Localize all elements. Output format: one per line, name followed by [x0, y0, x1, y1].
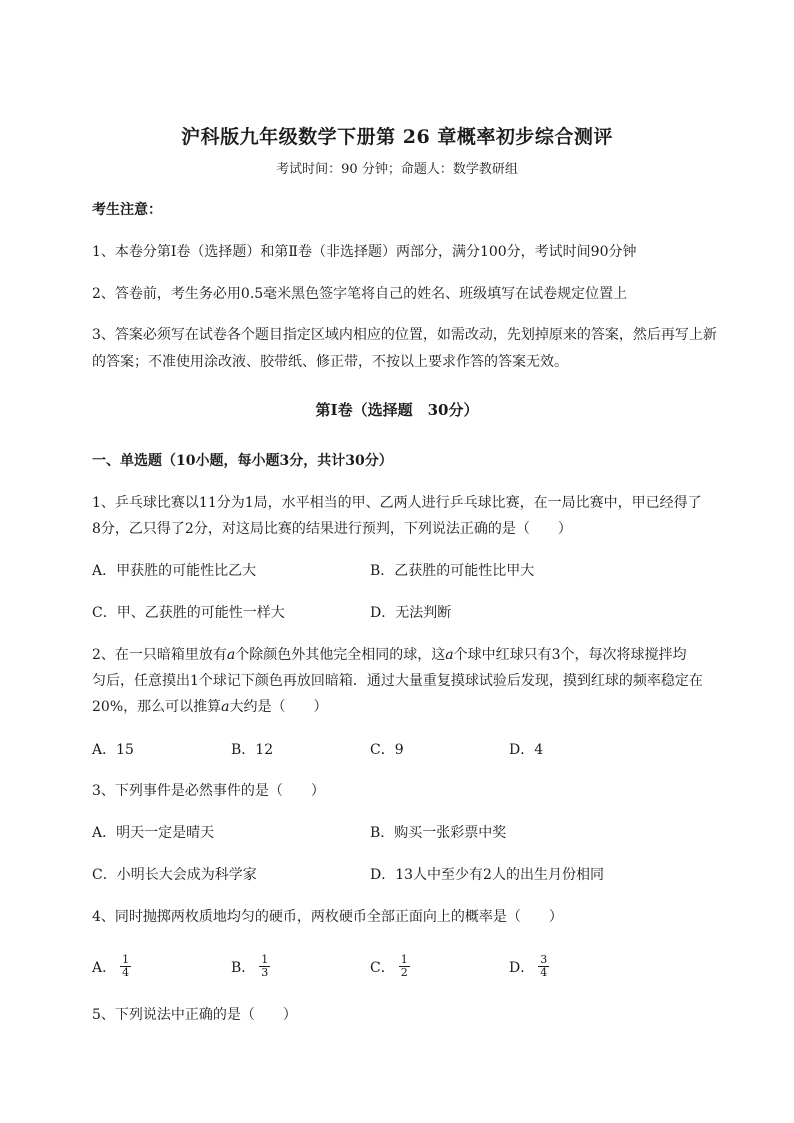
- q2-option-c: C．9: [370, 742, 404, 758]
- q4-option-b-fraction: [259, 954, 270, 979]
- q4-option-d-fraction: [538, 954, 549, 979]
- q4-option-c-denominator: 2: [400, 966, 408, 979]
- q2-stem-line-1: [92, 645, 687, 665]
- q1-stem-line-2: 8分，乙只得了2分，对这局比赛的结果进行预判，下列说法正确的是（ ）: [92, 521, 572, 537]
- q4-stem: 4、同时抛掷两枚质地均匀的硬币，两枚硬币全部正面向上的概率是（ ）: [92, 909, 563, 925]
- q3-option-a: A．明天一定是晴天: [92, 825, 215, 841]
- q2-line3-part-a: 20%，那么可以推算: [92, 699, 222, 715]
- q4-option-b: [231, 955, 270, 980]
- q1-option-a: A．甲获胜的可能性比乙大: [92, 563, 257, 579]
- q2-stem-line-2: 匀后，任意摸出1个球记下颜色再放回暗箱．通过大量重复摸球试验后发现，摸到红球的频率稳定在: [92, 673, 703, 689]
- q4-option-a-numerator: 1: [122, 953, 130, 966]
- notice-item-2: 2、答卷前，考生务必用0.5毫米黑色签字笔将自己的姓名、班级填写在试卷规定位置上: [92, 286, 628, 302]
- q4-option-d: [509, 955, 549, 980]
- q4-option-b-numerator: 1: [261, 953, 269, 966]
- section-title: 第Ⅰ卷（选择题 30分）: [315, 401, 479, 419]
- q1-stem-line-1: 1、乒乓球比赛以11分为1局，水平相当的甲、乙两人进行乒乓球比赛，在一局比赛中，甲已经得了: [92, 495, 702, 511]
- q4-option-d-denominator: 4: [540, 966, 548, 979]
- notice-heading: 考生注意：: [92, 202, 162, 218]
- page-title: 沪科版九年级数学下册第 26 章概率初步综合测评: [181, 126, 613, 148]
- q2-variable-a: a: [226, 647, 236, 663]
- notice-item-1: 1、本卷分第Ⅰ卷（选择题）和第Ⅱ卷（非选择题）两部分，满分100分，考试时间90分钟: [92, 244, 637, 260]
- q4-option-a-label: A．: [92, 959, 117, 976]
- q3-option-d: D．13人中至少有2人的出生月份相同: [370, 867, 604, 883]
- q4-option-c-fraction: [399, 954, 410, 979]
- q4-option-a-fraction: [120, 954, 131, 979]
- notice-item-3-line-2: 的答案；不准使用涂改液、胶带纸、修正带，不按以上要求作答的答案无效。: [92, 354, 568, 370]
- q4-option-b-label: B．: [231, 959, 256, 976]
- q4-option-c: [370, 955, 410, 980]
- q2-line1-part-a: 2、在一只暗箱里放有: [92, 647, 227, 663]
- q2-option-b: B．12: [231, 742, 274, 758]
- q2-option-d: D．4: [509, 742, 544, 758]
- q3-option-b: B．购买一张彩票中奖: [370, 825, 507, 841]
- q2-line1-part-c: 个球中红球只有3个，每次将球搅拌均: [453, 647, 687, 663]
- q5-stem: 5、下列说法中正确的是（ ）: [92, 1007, 297, 1023]
- q2-variable-a-2: a: [445, 647, 454, 663]
- q2-option-a: A．15: [92, 742, 134, 758]
- q1-option-c: C．甲、乙获胜的可能性一样大: [92, 605, 285, 621]
- q2-stem-line-3: [92, 697, 327, 717]
- q4-option-d-numerator: 3: [540, 953, 548, 966]
- exam-info: 考试时间：90 分钟；命题人：数学教研组: [276, 162, 518, 177]
- q2-variable-a-3: a: [221, 699, 230, 715]
- part-heading: 一、单选题（10小题，每小题3分，共计30分）: [92, 453, 393, 469]
- q4-option-c-numerator: 1: [400, 953, 408, 966]
- q3-stem: 3、下列事件是必然事件的是（ ）: [92, 783, 325, 799]
- q4-option-c-label: C．: [370, 959, 395, 976]
- q4-option-d-label: D．: [509, 959, 535, 976]
- q1-option-b: B．乙获胜的可能性比甲大: [370, 563, 535, 579]
- q1-option-d: D．无法判断: [370, 605, 452, 621]
- q2-line3-part-b: 大约是（ ）: [229, 699, 328, 715]
- q2-line1-part-b: 个除颜色外其他完全相同的球，这: [235, 647, 446, 663]
- q4-option-a-denominator: 4: [122, 966, 130, 979]
- notice-item-3-line-1: 3、答案必须写在试卷各个题目指定区域内相应的位置，如需改动，先划掉原来的答案，然后再写上新: [92, 327, 717, 343]
- q4-option-a: [92, 955, 131, 980]
- q4-option-b-denominator: 3: [261, 966, 269, 979]
- q3-option-c: C．小明长大会成为科学家: [92, 867, 257, 883]
